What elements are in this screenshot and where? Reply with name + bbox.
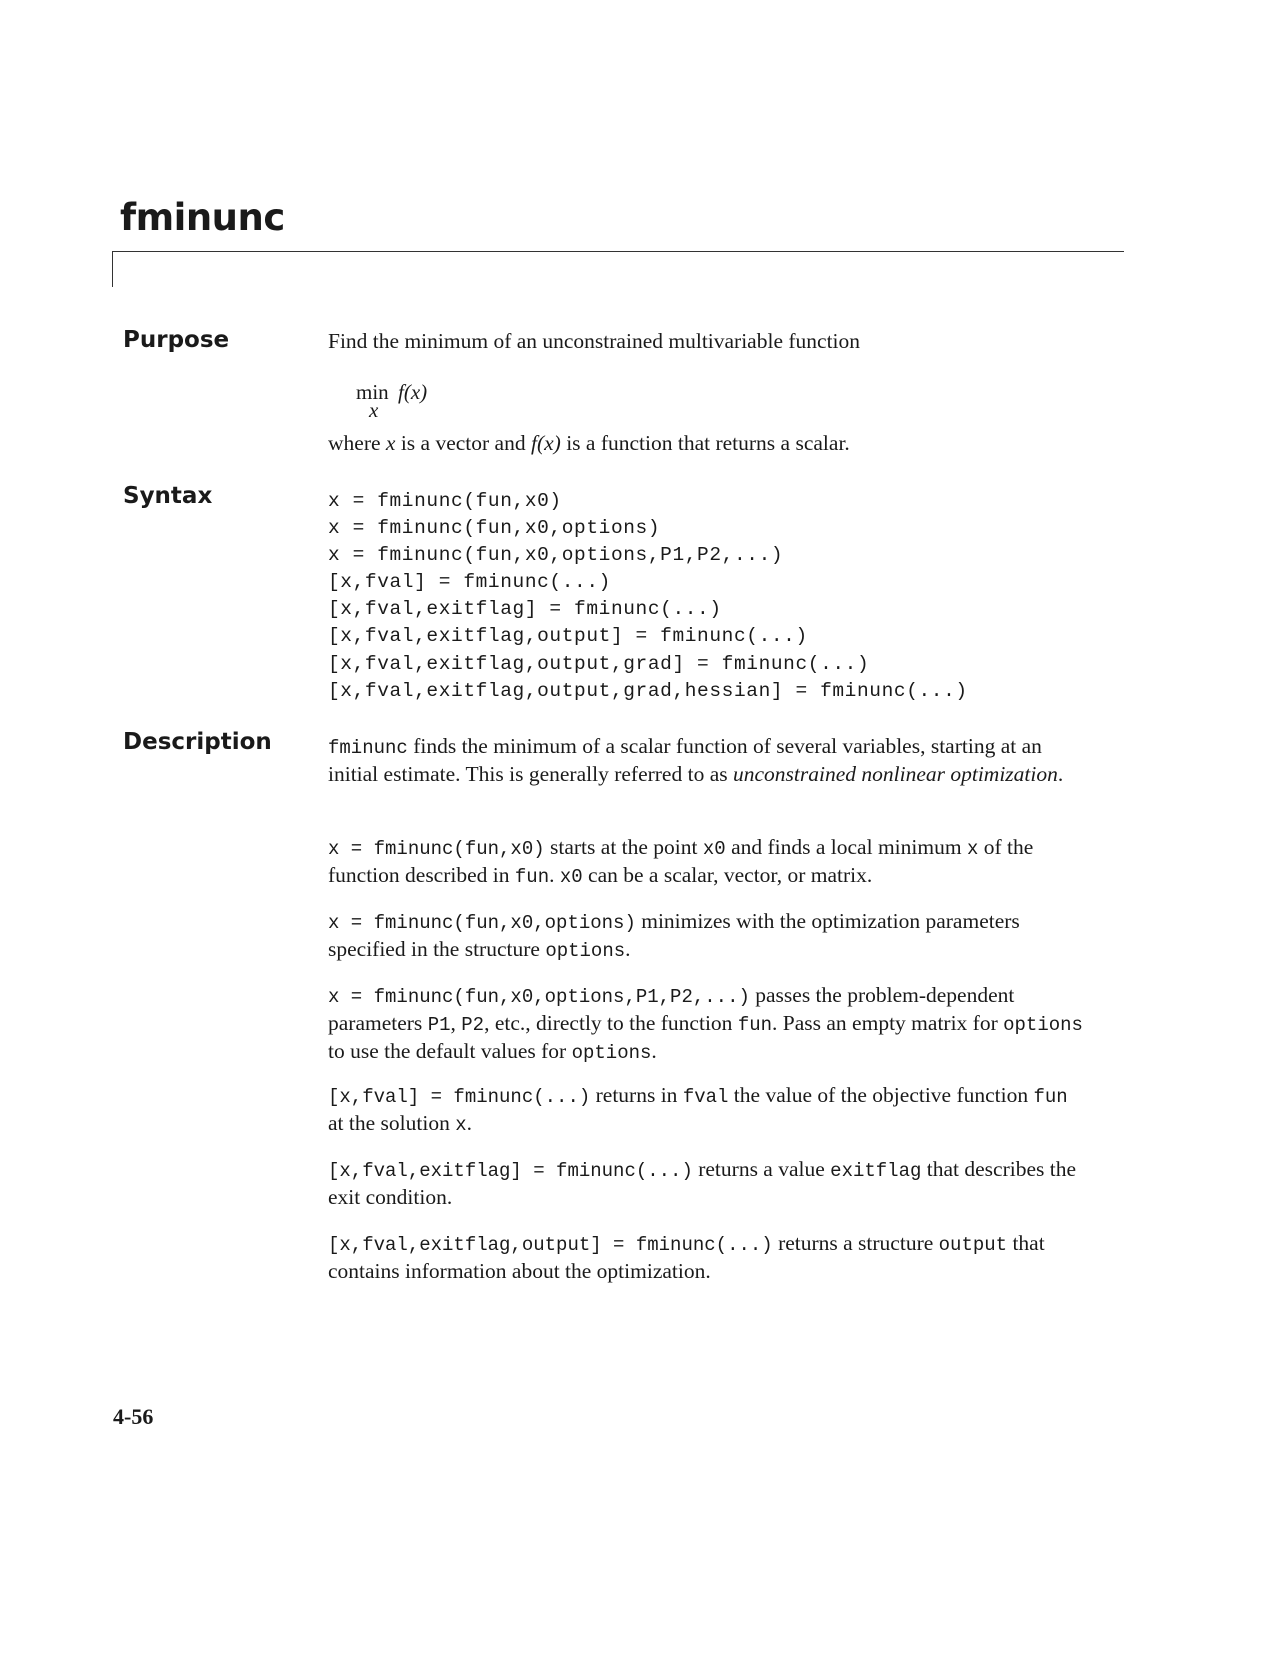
purpose-where (328, 430, 1088, 456)
syntax-block (328, 488, 968, 705)
purpose-intro-text: Find the minimum of an unconstrained multivariable function (328, 329, 861, 353)
title-rule-horizontal (112, 251, 1124, 252)
syntax-line: [x,fval,exitflag,output,grad,hessian] = fminunc(...) (328, 679, 968, 702)
syntax-line: x = fminunc(fun,x0,options,P1,P2,...) (328, 544, 784, 567)
math-min: min (356, 380, 389, 404)
math-subscript: x (369, 398, 379, 422)
syntax-line: x = fminunc(fun,x0) (328, 490, 562, 512)
description-paragraph-1: fminunc finds the minimum of a scalar function of several variables, starting at an initial estimate. This is generally referred to as unconstrained nonlinear optimization. (328, 734, 1064, 786)
purpose-heading: Purpose (123, 327, 230, 353)
purpose-where-text: where x is a vector and f(x) is a function that returns a scalar. (328, 431, 850, 455)
description-heading: Description (123, 729, 272, 755)
syntax-line: [x,fval,exitflag] = fminunc(...) (328, 598, 722, 621)
syntax-line: x = fminunc(fun,x0,options) (328, 517, 661, 540)
math-function: f(x) (398, 380, 428, 404)
description-paragraph-5: [x,fval] = fminunc(...) returns in fval the value of the objective function fun at the solution x. (328, 1083, 1068, 1136)
syntax-line: [x,fval] = fminunc(...) (328, 571, 611, 594)
title-rule-vertical (112, 251, 113, 287)
description-paragraph-6: [x,fval,exitflag] = fminunc(...) returns a value exitflag that describes the exit condition. (328, 1157, 1077, 1209)
description-paragraph-7: [x,fval,exitflag,output] = fminunc(...) returns a structure output that contains information about the optimization. (328, 1231, 1045, 1283)
syntax-line: [x,fval,exitflag,output] = fminunc(...) (328, 625, 808, 648)
syntax-heading: Syntax (123, 483, 213, 509)
page-title: fminunc (120, 196, 285, 239)
description-paragraph-2: x = fminunc(fun,x0) starts at the point x0 and finds a local minimum x of the function described in fun. x0 can be a scalar, vector, or matrix. (328, 835, 1034, 888)
description-paragraph-3: x = fminunc(fun,x0,options) minimizes with the optimization parameters specified in the structure options. (328, 909, 1020, 962)
syntax-line: [x,fval,exitflag,output,grad] = fminunc(...) (328, 652, 870, 675)
page-number: 4-56 (113, 1404, 154, 1429)
purpose-intro (328, 328, 1088, 354)
description-paragraph-4: x = fminunc(fun,x0,options,P1,P2,...) passes the problem-dependent parameters P1, P2, etc., directly to the function fun. Pass an empty matrix for options to use the default values for options. (328, 983, 1083, 1064)
